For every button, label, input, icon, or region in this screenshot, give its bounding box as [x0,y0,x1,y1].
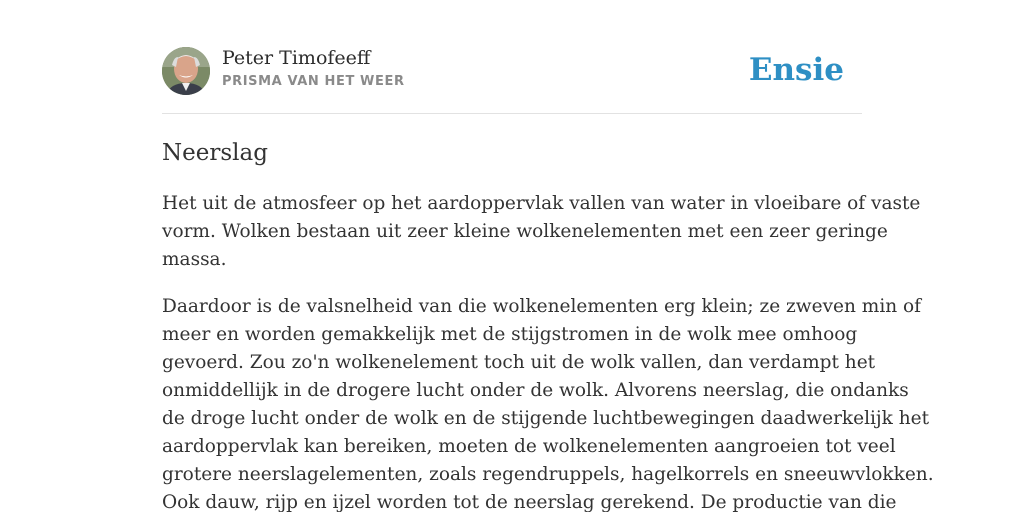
paragraph-line: massa. [162,249,227,270]
author-subtitle: PRISMA VAN HET WEER [222,74,405,89]
paragraph-line: vorm. Wolken bestaan uit zeer kleine wolkenelementen met een zeer geringe [162,221,888,242]
paragraph-line: grotere neerslagelementen, zoals regendruppels, hagelkorrels en sneeuwvlokken. [162,464,934,485]
author-name[interactable]: Peter Timofeeff [222,47,371,69]
avatar[interactable] [162,47,210,95]
paragraph-line: gevoerd. Zou zo'n wolkenelement toch uit de wolk vallen, dan verdampt het [162,352,876,373]
article-title: Neerslag [162,140,268,166]
brand-logo[interactable]: Ensie [748,52,844,88]
paragraph-line: de droge lucht onder de wolk en de stijgende luchtbewegingen daadwerkelijk het [162,408,930,429]
paragraph-line: aardoppervlak kan bereiken, moeten de wolkenelementen aangroeien tot veel [162,436,896,457]
header-divider [162,113,862,114]
portrait-avatar-icon [162,47,210,95]
paragraph-2 [162,293,934,512]
paragraph-1 [162,190,921,274]
paragraph-line: onmiddellijk in de drogere lucht onder de wolk. Alvorens neerslag, die ondanks [162,380,909,401]
paragraph-line: Ook dauw, rijp en ijzel worden tot de neerslag gerekend. De productie van die [162,492,897,512]
article-body [162,190,934,512]
paragraph-line: Het uit de atmosfeer op het aardoppervlak vallen van water in vloeibare of vaste [162,193,921,214]
paragraph-line: Daardoor is de valsnelheid van die wolkenelementen erg klein; ze zweven min of [162,296,922,317]
paragraph-line: meer en worden gemakkelijk met de stijgstromen in de wolk mee omhoog [162,324,858,345]
article-header [162,46,862,96]
